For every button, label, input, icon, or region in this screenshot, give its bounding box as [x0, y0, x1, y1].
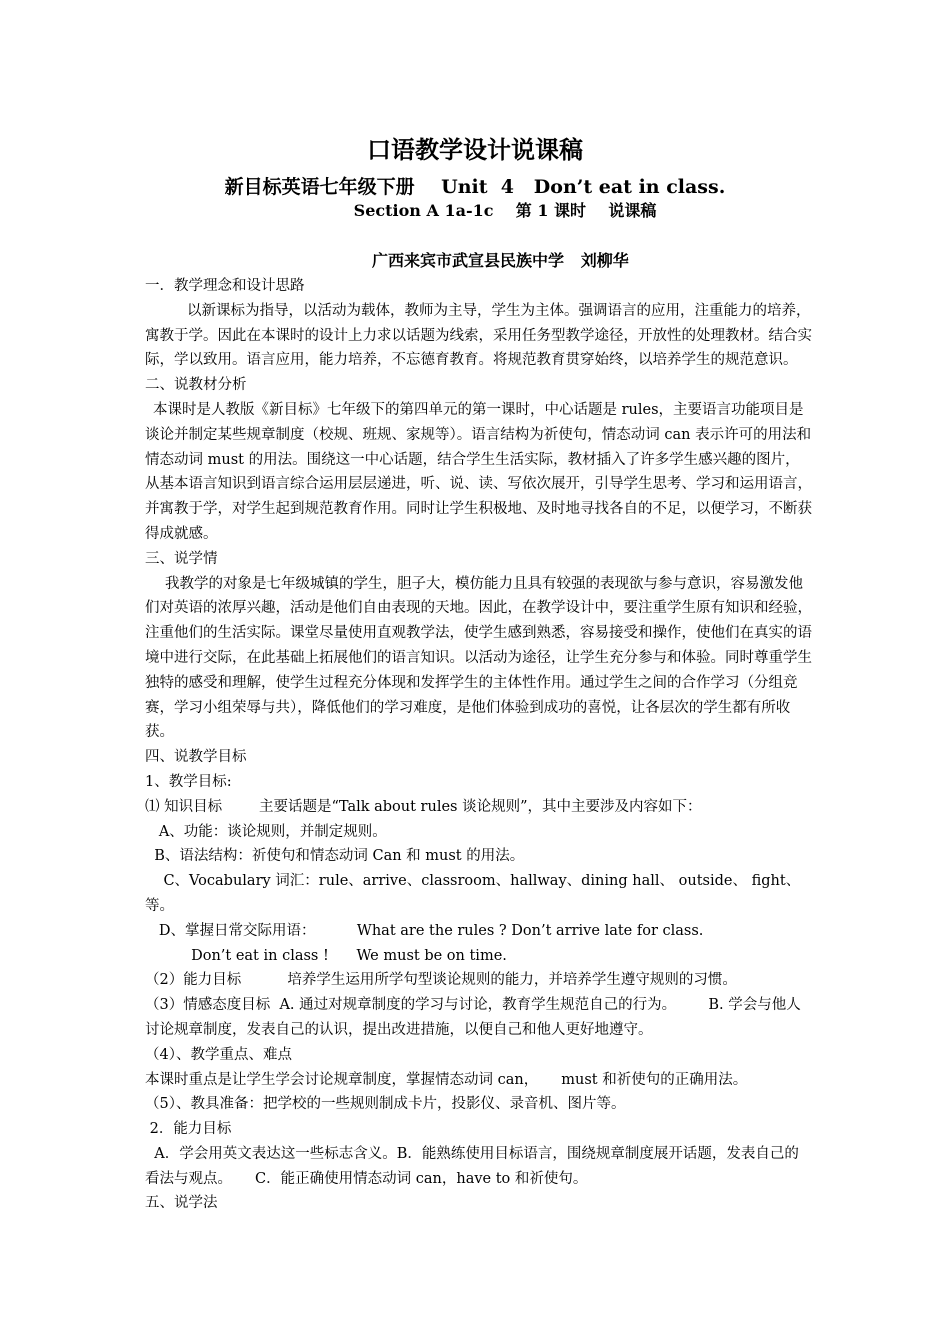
- subheading-ability: 2．能力目标: [145, 1121, 232, 1138]
- emotion-goal: （3）情感态度目标 A. 通过对规章制度的学习与讨论，教育学生规范自己的行为。 B. 学会与他人讨论规章制度，发表自己的认识，提出改进措施，以便自己和他人更好地遵守。: [145, 997, 801, 1038]
- paragraph-student-analysis: 我教学的对象是七年级城镇的学生，胆子大，模仿能力且具有较强的表现欲与参与意识，容易激发他们对英语的浓厚兴趣，活动是他们自由表现的天地。因此，在教学设计中，要注重学生原有知识和经验，注重他们的生活实际。课堂尽量使用直观教学法，使学生感到熟悉，容易接受和操作，使他们在真实的语境中进行交际，在此基础上拓展他们的语言知识。以活动为途径，让学生充分参与和体验。同时尊重学生独特的感受和理解，使学生过程充分体现和发挥学生的主体性作用。通过学生之间的合作学习（分组竞赛，学习小组荣辱与共），降低他们的学习难度，是他们体验到成功的喜悦，让各层次的学生都有所收获。: [145, 575, 812, 741]
- heading-textbook-analysis: 二、说教材分析: [145, 377, 247, 394]
- document-title: 口语教学设计说课稿: [367, 135, 583, 164]
- goal-item-expressions: D、掌握日常交际用语： What are the rules ? Don’t arrive late for class.: [145, 922, 704, 939]
- author-line: 广西来宾市武宣县民族中学 刘柳华: [372, 251, 629, 270]
- goal-item-function: A、功能：谈论规则，并制定规则。: [145, 823, 387, 840]
- paragraph-textbook-analysis: 本课时是人教版《新目标》七年级下的第四单元的第一课时，中心话题是 rules，主要语言功能项目是谈论并制定某些规章制度（校规、班规、家规等）。语言结构为祈使句，情态动词 can 表示许可的用法和情态动词 must 的用法。围绕这一中心话题，结合学生生活实际，教材插入了许多学生感兴趣的图片，从基本语言知识到语言综合运用层层递进，听、说、读、写依次展开，引导学生思考、学习和运用语言，并寓教于学，对学生起到规范教育作用。同时让学生积极地、及时地寻找各自的不足，以便学习，不断获得成就感。: [145, 401, 812, 542]
- heading-design-idea: 一．教学理念和设计思路: [145, 278, 305, 294]
- heading-student-analysis: 三、说学情: [145, 550, 218, 567]
- ability-goal: （2）能力目标 培养学生运用所学句型谈论规则的能力，并培养学生遵守规则的习惯。: [145, 972, 737, 989]
- knowledge-goal: ⑴ 知识目标 主要话题是“Talk about rules 谈论规则”，其中主要涉及内容如下：: [145, 798, 702, 815]
- section-heading: Section A 1a-1c 第 1 课时 说课稿: [353, 201, 657, 220]
- document-body: [145, 274, 813, 1216]
- teaching-aids: （5）、教具准备：把学校的一些规则制成卡片，投影仪、录音机、图片等。: [145, 1096, 626, 1113]
- paragraph-key-points: 本课时重点是让学生学会讨论规章制度，掌握情态动词 can， must 和祈使句的正确用法。: [145, 1071, 748, 1088]
- heading-key-points: （4）、教学重点、难点: [145, 1046, 292, 1063]
- goal-item-grammar: B、语法结构：祈使句和情态动词 Can 和 must 的用法。: [145, 848, 525, 865]
- goal-item-expressions-cont: Don’t eat in class ! We must be on time.: [145, 947, 507, 964]
- paragraph-design-idea: 以新课标为指导，以活动为载体，教师为主导，学生为主体。强调语言的应用，注重能力的培养，寓教于学。因此在本课时的设计上力求以话题为线索，采用任务型教学途径，开放性的处理教材。结合实际，学以致用。语言应用，能力培养，不忘德育教育。将规范教育贯穿始终，以培养学生的规范意识。: [145, 302, 812, 369]
- paragraph-ability: A．学会用英文表达这一些标志含义。B．能熟练使用目标语言，围绕规章制度展开话题，发表自己的看法与观点。 C．能正确使用情态动词 can，have to 和祈使句。: [145, 1145, 799, 1187]
- heading-learning-method: 五、说学法: [145, 1195, 218, 1212]
- goal-item-vocabulary: C、Vocabulary 词汇：rule、arrive、classroom、hallway、dining hall、 outside、 fight、等。: [145, 873, 801, 914]
- subheading-goals: 1、教学目标:: [145, 773, 232, 790]
- heading-teaching-goals: 四、说教学目标: [145, 749, 247, 766]
- document-subtitle: 新目标英语七年级下册 Unit 4 Don’t eat in class.: [224, 176, 726, 198]
